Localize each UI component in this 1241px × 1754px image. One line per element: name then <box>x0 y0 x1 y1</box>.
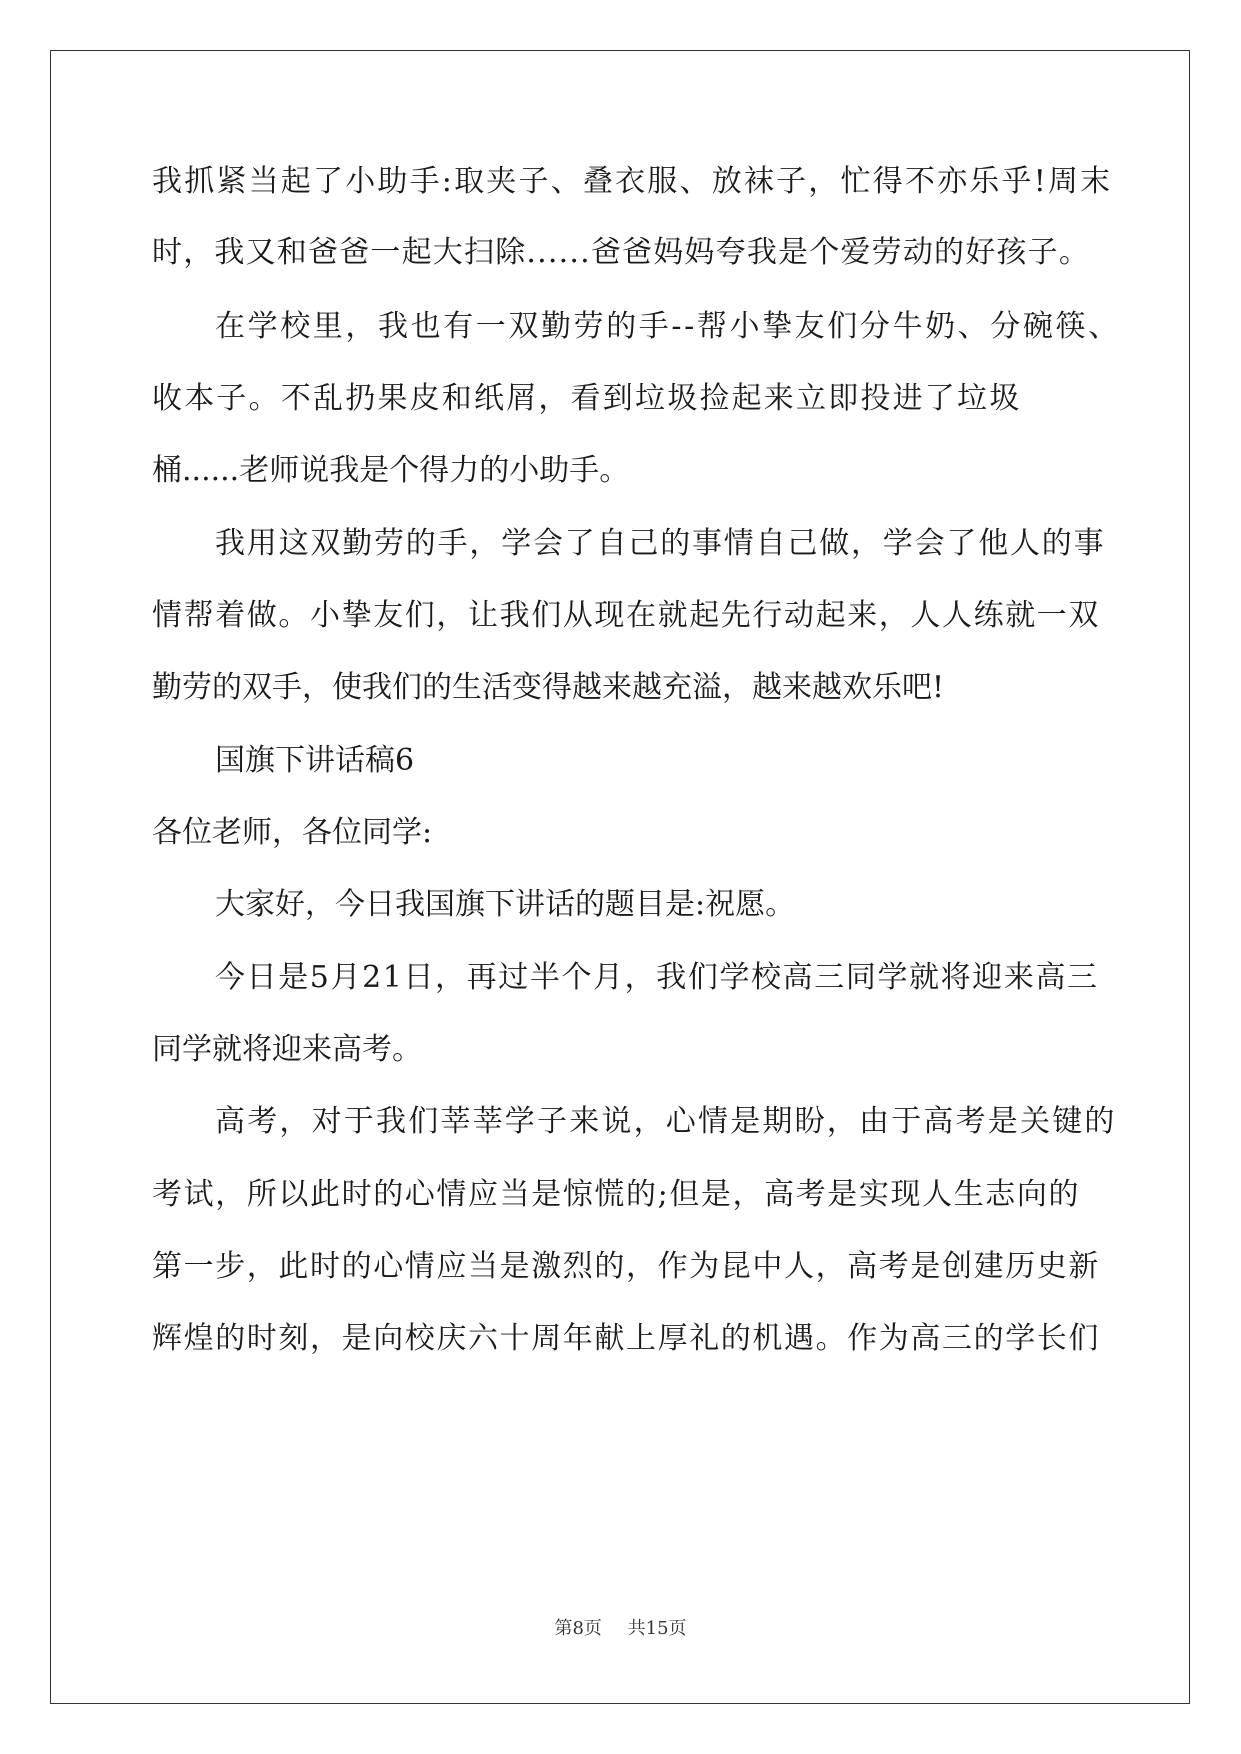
text-line: 情帮着做。小挚友们，让我们从现在就起先行动起来，人人练就一双 <box>152 598 1100 633</box>
paragraph-line: 今日是5月21日，再过半个月，我们学校高三同学就将迎来高三 <box>215 960 1099 995</box>
text-line: 我抓紧当起了小助手:取夹子、叠衣服、放袜子，忙得不亦乐乎!周末 <box>152 164 1113 199</box>
text-line: 时，我又和爸爸一起大扫除......爸爸妈妈夸我是个爱劳动的好孩子。 <box>152 235 1091 270</box>
section-heading: 国旗下讲话稿6 <box>215 743 415 778</box>
paragraph-line: 我用这双勤劳的手，学会了自己的事情自己做，学会了他人的事 <box>215 526 1106 561</box>
text-line: 桶......老师说我是个得力的小助手。 <box>152 453 630 488</box>
text-line: 考试，所以此时的心情应当是惊慌的;但是，高考是实现人生志向的 <box>152 1177 1081 1212</box>
page-footer <box>0 1614 1241 1640</box>
text-line: 同学就将迎来高考。 <box>152 1032 422 1067</box>
paragraph-line: 高考，对于我们莘莘学子来说，心情是期盼，由于高考是关键的 <box>215 1104 1117 1139</box>
salutation: 各位老师，各位同学: <box>152 815 433 850</box>
page-border <box>50 50 1190 1704</box>
paragraph-line: 在学校里，我也有一双勤劳的手--帮小挚友们分牛奶、分碗筷、 <box>215 309 1121 344</box>
paragraph-line: 大家好，今日我国旗下讲话的题目是:祝愿。 <box>215 887 796 922</box>
page-total: 共15页 <box>627 1618 687 1639</box>
text-line: 辉煌的时刻，是向校庆六十周年献上厚礼的机遇。作为高三的学长们 <box>152 1321 1100 1356</box>
text-line: 第一步，此时的心情应当是激烈的，作为昆中人，高考是创建历史新 <box>152 1249 1100 1284</box>
text-line: 勤劳的双手，使我们的生活变得越来越充溢，越来越欢乐吧! <box>152 670 945 705</box>
text-line: 收本子。不乱扔果皮和纸屑，看到垃圾捡起来立即投进了垃圾 <box>152 381 1022 416</box>
page-number: 第8页 <box>554 1618 602 1639</box>
